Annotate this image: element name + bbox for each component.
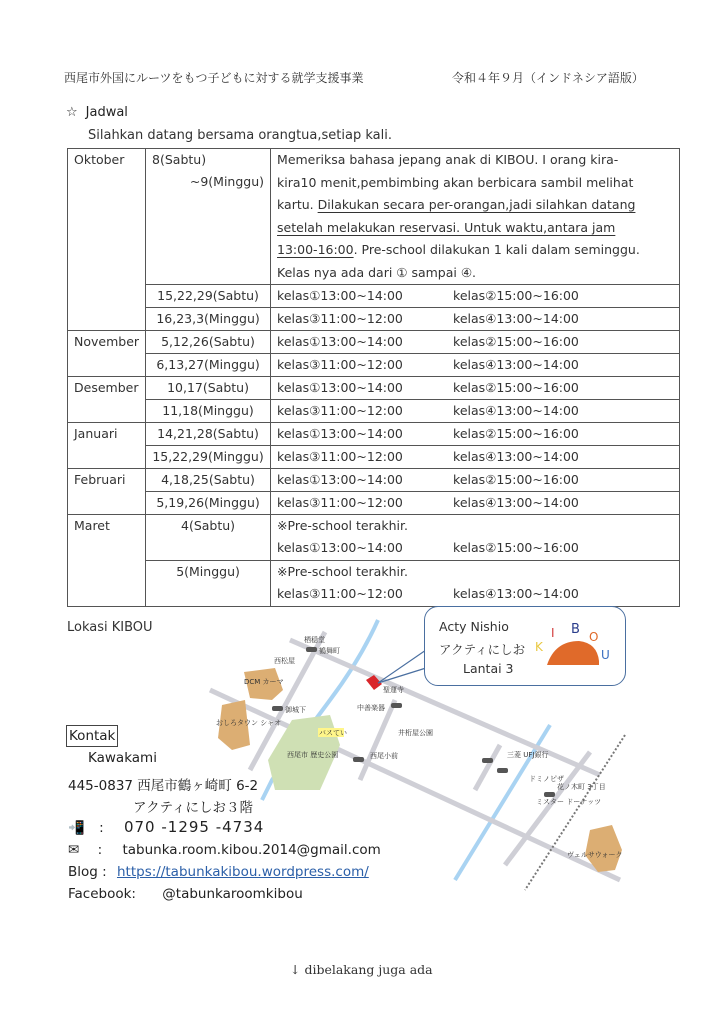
- separator: :: [99, 820, 104, 836]
- map-label: 西尾市 歴史公園: [287, 751, 339, 759]
- kelas-a: kelas③11:00~12:00: [277, 449, 403, 464]
- date-cell: 6,13,27(Minggu): [146, 354, 271, 377]
- desc-underlined: Dilakukan secara per-orangan,jadi silahkan datang: [317, 197, 636, 212]
- kelas-b: kelas②15:00~16:00: [453, 288, 579, 303]
- date-cell: [146, 149, 271, 285]
- table-row: [68, 423, 680, 446]
- date-cell: 14,21,28(Sabtu): [146, 423, 271, 446]
- desc-underlined: 13:00-16:00: [277, 242, 354, 257]
- email-address[interactable]: tabunka.room.kibou.2014@gmail.com: [122, 842, 381, 858]
- table-row: [68, 492, 680, 515]
- table-row: [68, 377, 680, 400]
- table-row: [68, 308, 680, 331]
- desc-text: . Pre-school dilakukan 1 kali dalam seminggu.: [353, 242, 640, 257]
- map-label: ヴェルサウォーク: [567, 851, 623, 859]
- note-text: ※Pre-school terakhir.: [277, 564, 408, 579]
- date-cell: 5,19,26(Minggu): [146, 492, 271, 515]
- map-label: 鶴舞町: [319, 647, 340, 655]
- contact-facebook-row: [68, 886, 303, 902]
- date-text: ~9(Minggu): [189, 174, 265, 189]
- facebook-handle[interactable]: @tabunkaroomkibou: [162, 886, 303, 902]
- blog-link[interactable]: https://tabunkakibou.wordpress.com/: [116, 864, 369, 880]
- contact-phone-row: [68, 818, 264, 836]
- kelas-cell: [271, 446, 680, 469]
- desc-line: [277, 194, 673, 217]
- intro-text: Silahkan datang bersama orangtua,setiap kali.: [88, 128, 392, 143]
- separator: :: [97, 842, 103, 858]
- section-title: [66, 105, 128, 120]
- month-cell: Desember: [68, 377, 146, 423]
- desc-line: [277, 239, 673, 262]
- map-label: 聖運寺: [383, 686, 404, 694]
- contact-address: 445-0837 西尾市鶴ヶ崎町 6-2: [68, 778, 259, 794]
- kelas-b: kelas④13:00~14:00: [453, 311, 579, 326]
- logo-letter: I: [551, 626, 555, 640]
- map-label: ミスター ドーナッツ: [536, 798, 602, 806]
- map-label: ドミノピザ: [529, 775, 564, 783]
- date-cell: 5,12,26(Sabtu): [146, 331, 271, 354]
- kelas-b: kelas②15:00~16:00: [453, 426, 579, 441]
- map-label: DCM カーマ: [244, 678, 284, 686]
- table-row: [68, 400, 680, 423]
- facebook-label: Facebook:: [68, 886, 136, 902]
- map-label: 花ノ木町 3丁目: [557, 783, 606, 791]
- map-label: 栖穏堂: [304, 636, 325, 644]
- kelas-a: kelas③11:00~12:00: [277, 357, 403, 372]
- kelas-a: kelas①13:00~14:00: [277, 426, 403, 441]
- map-label: 西尾小前: [370, 752, 398, 760]
- blog-label: Blog :: [68, 864, 107, 880]
- desc-line: Kelas nya ada dari ① sampai ④.: [277, 264, 477, 280]
- kelas-a: kelas③11:00~12:00: [277, 586, 403, 601]
- location-title: Lokasi KIBOU: [67, 620, 153, 635]
- kelas-b: kelas④13:00~14:00: [453, 495, 579, 510]
- phone-number[interactable]: 070 -1295 -4734: [123, 818, 265, 836]
- kelas-a: kelas①13:00~14:00: [277, 334, 403, 349]
- description-cell: [271, 149, 680, 285]
- month-cell: Maret: [68, 515, 146, 607]
- kelas-cell: [271, 515, 680, 561]
- kelas-b: kelas②15:00~16:00: [453, 334, 579, 349]
- month-cell: Oktober: [68, 149, 146, 331]
- date-text: 8(Sabtu): [152, 152, 207, 167]
- desc-underlined: setelah melakukan reservasi. Untuk waktu,antara jam: [277, 219, 616, 235]
- map-label: 井桁屋公園: [398, 729, 433, 737]
- kelas-cell: [271, 331, 680, 354]
- kelas-b: kelas②15:00~16:00: [453, 380, 579, 395]
- kelas-cell: [271, 492, 680, 515]
- note-text: ※Pre-school terakhir.: [277, 518, 408, 533]
- contact-blog-row: [68, 864, 369, 880]
- header-left: 西尾市外国にルーツをもつ子どもに対する就学支援事業: [64, 71, 364, 85]
- logo-letter: O: [589, 630, 599, 644]
- map-label: バスてい: [319, 729, 347, 737]
- kelas-a: kelas①13:00~14:00: [277, 472, 403, 487]
- kelas-cell: [271, 285, 680, 308]
- schedule-table: [67, 148, 680, 607]
- star-icon: ☆: [66, 105, 78, 120]
- bubble-line1: Acty Nishio: [439, 619, 509, 634]
- map-label: おしろタウン シャオ: [216, 719, 282, 727]
- logo-letter: B: [571, 622, 580, 637]
- date-cell: 4(Sabtu): [146, 515, 271, 561]
- date-cell: 15,22,29(Sabtu): [146, 285, 271, 308]
- kelas-cell: [271, 561, 680, 607]
- map-label: 西松屋: [274, 657, 295, 665]
- date-cell: 10,17(Sabtu): [146, 377, 271, 400]
- table-row: [68, 446, 680, 469]
- contact-name: Kawakami: [88, 750, 157, 766]
- email-icon: ✉: [68, 842, 80, 858]
- kelas-b: kelas④13:00~14:00: [453, 357, 579, 372]
- table-row: [68, 354, 680, 377]
- header-right: 令和４年９月（インドネシア語版）: [452, 71, 644, 85]
- contact-address-building: アクティにしお３階: [133, 800, 254, 816]
- map-label: 御城下: [285, 706, 306, 714]
- bubble-line3: Lantai 3: [463, 661, 514, 676]
- bubble-line2: アクティにしお: [439, 642, 526, 657]
- kelas-a: kelas③11:00~12:00: [277, 495, 403, 510]
- kelas-a: kelas①13:00~14:00: [277, 540, 403, 555]
- desc-text: kartu.: [277, 197, 318, 212]
- table-row: [68, 331, 680, 354]
- kelas-cell: [271, 423, 680, 446]
- month-cell: Februari: [68, 469, 146, 515]
- table-row: [68, 561, 680, 607]
- location-bubble: [424, 606, 626, 686]
- phone-icon: 📲: [68, 820, 85, 836]
- contact-email-row: [68, 842, 381, 858]
- desc-line: kira10 menit,pembimbing akan berbicara sambil melihat: [277, 174, 634, 190]
- table-row: [68, 149, 680, 285]
- kelas-a: kelas①13:00~14:00: [277, 380, 403, 395]
- kelas-cell: [271, 469, 680, 492]
- map-label: 三菱 UFJ銀行: [507, 751, 549, 759]
- kelas-b: kelas④13:00~14:00: [453, 449, 579, 464]
- section-title-text: Jadwal: [85, 105, 128, 120]
- kelas-cell: [271, 354, 680, 377]
- desc-line: Memeriksa bahasa jepang anak di KIBOU. I orang kira-: [277, 152, 619, 167]
- footer-note: ↓ dibelakang juga ada: [290, 962, 433, 977]
- kelas-b: kelas④13:00~14:00: [453, 586, 579, 601]
- map-label: 中善楽器: [357, 704, 385, 712]
- contact-label: Kontak: [66, 725, 118, 747]
- month-cell: November: [68, 331, 146, 377]
- kelas-a: kelas①13:00~14:00: [277, 288, 403, 303]
- date-cell: 4,18,25(Sabtu): [146, 469, 271, 492]
- kelas-cell: [271, 377, 680, 400]
- kelas-a: kelas③11:00~12:00: [277, 403, 403, 418]
- kelas-cell: [271, 308, 680, 331]
- kelas-a: kelas③11:00~12:00: [277, 311, 403, 326]
- table-row: [68, 469, 680, 492]
- logo-letter: K: [535, 640, 543, 654]
- table-row: [68, 285, 680, 308]
- kelas-cell: [271, 400, 680, 423]
- kibou-logo-icon: [535, 619, 615, 669]
- date-cell: 5(Minggu): [146, 561, 271, 607]
- date-cell: 16,23,3(Minggu): [146, 308, 271, 331]
- date-cell: 15,22,29(Minggu): [146, 446, 271, 469]
- date-cell: 11,18(Minggu): [146, 400, 271, 423]
- kelas-b: kelas②15:00~16:00: [453, 540, 579, 555]
- month-cell: Januari: [68, 423, 146, 469]
- logo-letter: U: [601, 648, 610, 662]
- kelas-b: kelas④13:00~14:00: [453, 403, 579, 418]
- table-row: [68, 515, 680, 561]
- kelas-b: kelas②15:00~16:00: [453, 472, 579, 487]
